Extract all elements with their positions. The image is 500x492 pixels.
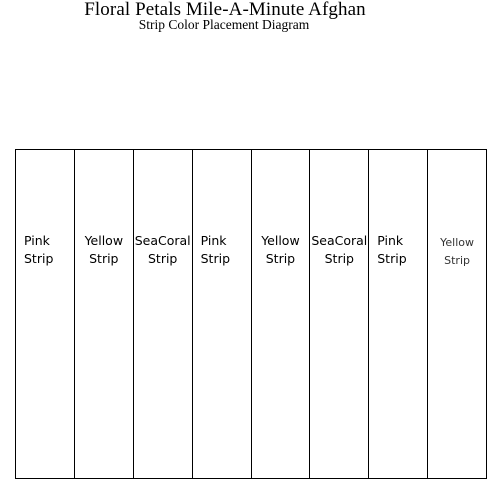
strip-color-name: Yellow bbox=[84, 233, 124, 248]
strip-word: Strip bbox=[200, 251, 231, 266]
strip-color-name: SeaCoral bbox=[311, 233, 368, 248]
strip-column-3 bbox=[134, 150, 193, 478]
strip-label-1 bbox=[16, 232, 74, 268]
strip-label-2 bbox=[75, 232, 133, 268]
diagram-title: Floral Petals Mile-A-Minute Afghan bbox=[84, 0, 366, 20]
strip-color-name: SeaCoral bbox=[134, 233, 191, 248]
strip-column-7 bbox=[369, 150, 428, 478]
strip-label-5 bbox=[252, 232, 310, 268]
strip-label-6 bbox=[310, 232, 368, 268]
strip-word: Strip bbox=[89, 251, 119, 266]
strip-color-name: Pink bbox=[200, 233, 227, 248]
strip-word: Strip bbox=[377, 251, 407, 266]
strip-placement-diagram bbox=[15, 149, 487, 479]
strip-color-name: Pink bbox=[377, 233, 404, 248]
strip-color-name: Yellow bbox=[440, 236, 474, 249]
strip-column-6 bbox=[310, 150, 369, 478]
diagram-subtitle: Strip Color Placement Diagram bbox=[138, 17, 310, 32]
strip-column-8 bbox=[428, 150, 486, 478]
strip-label-4 bbox=[193, 232, 251, 268]
strip-color-name: Pink bbox=[24, 233, 50, 248]
strip-label-8 bbox=[428, 234, 486, 270]
strip-word: Strip bbox=[24, 251, 54, 266]
strip-column-4 bbox=[193, 150, 252, 478]
strip-column-2 bbox=[75, 150, 134, 478]
strip-color-name: Yellow bbox=[261, 233, 300, 248]
strip-word: Strip bbox=[444, 254, 470, 267]
strip-word: Strip bbox=[265, 251, 296, 266]
strip-label-3 bbox=[134, 232, 192, 268]
strip-column-1 bbox=[16, 150, 75, 478]
strip-word: Strip bbox=[147, 251, 178, 266]
strip-word: Strip bbox=[324, 251, 354, 266]
strip-label-7 bbox=[369, 232, 427, 268]
strip-column-5 bbox=[252, 150, 311, 478]
